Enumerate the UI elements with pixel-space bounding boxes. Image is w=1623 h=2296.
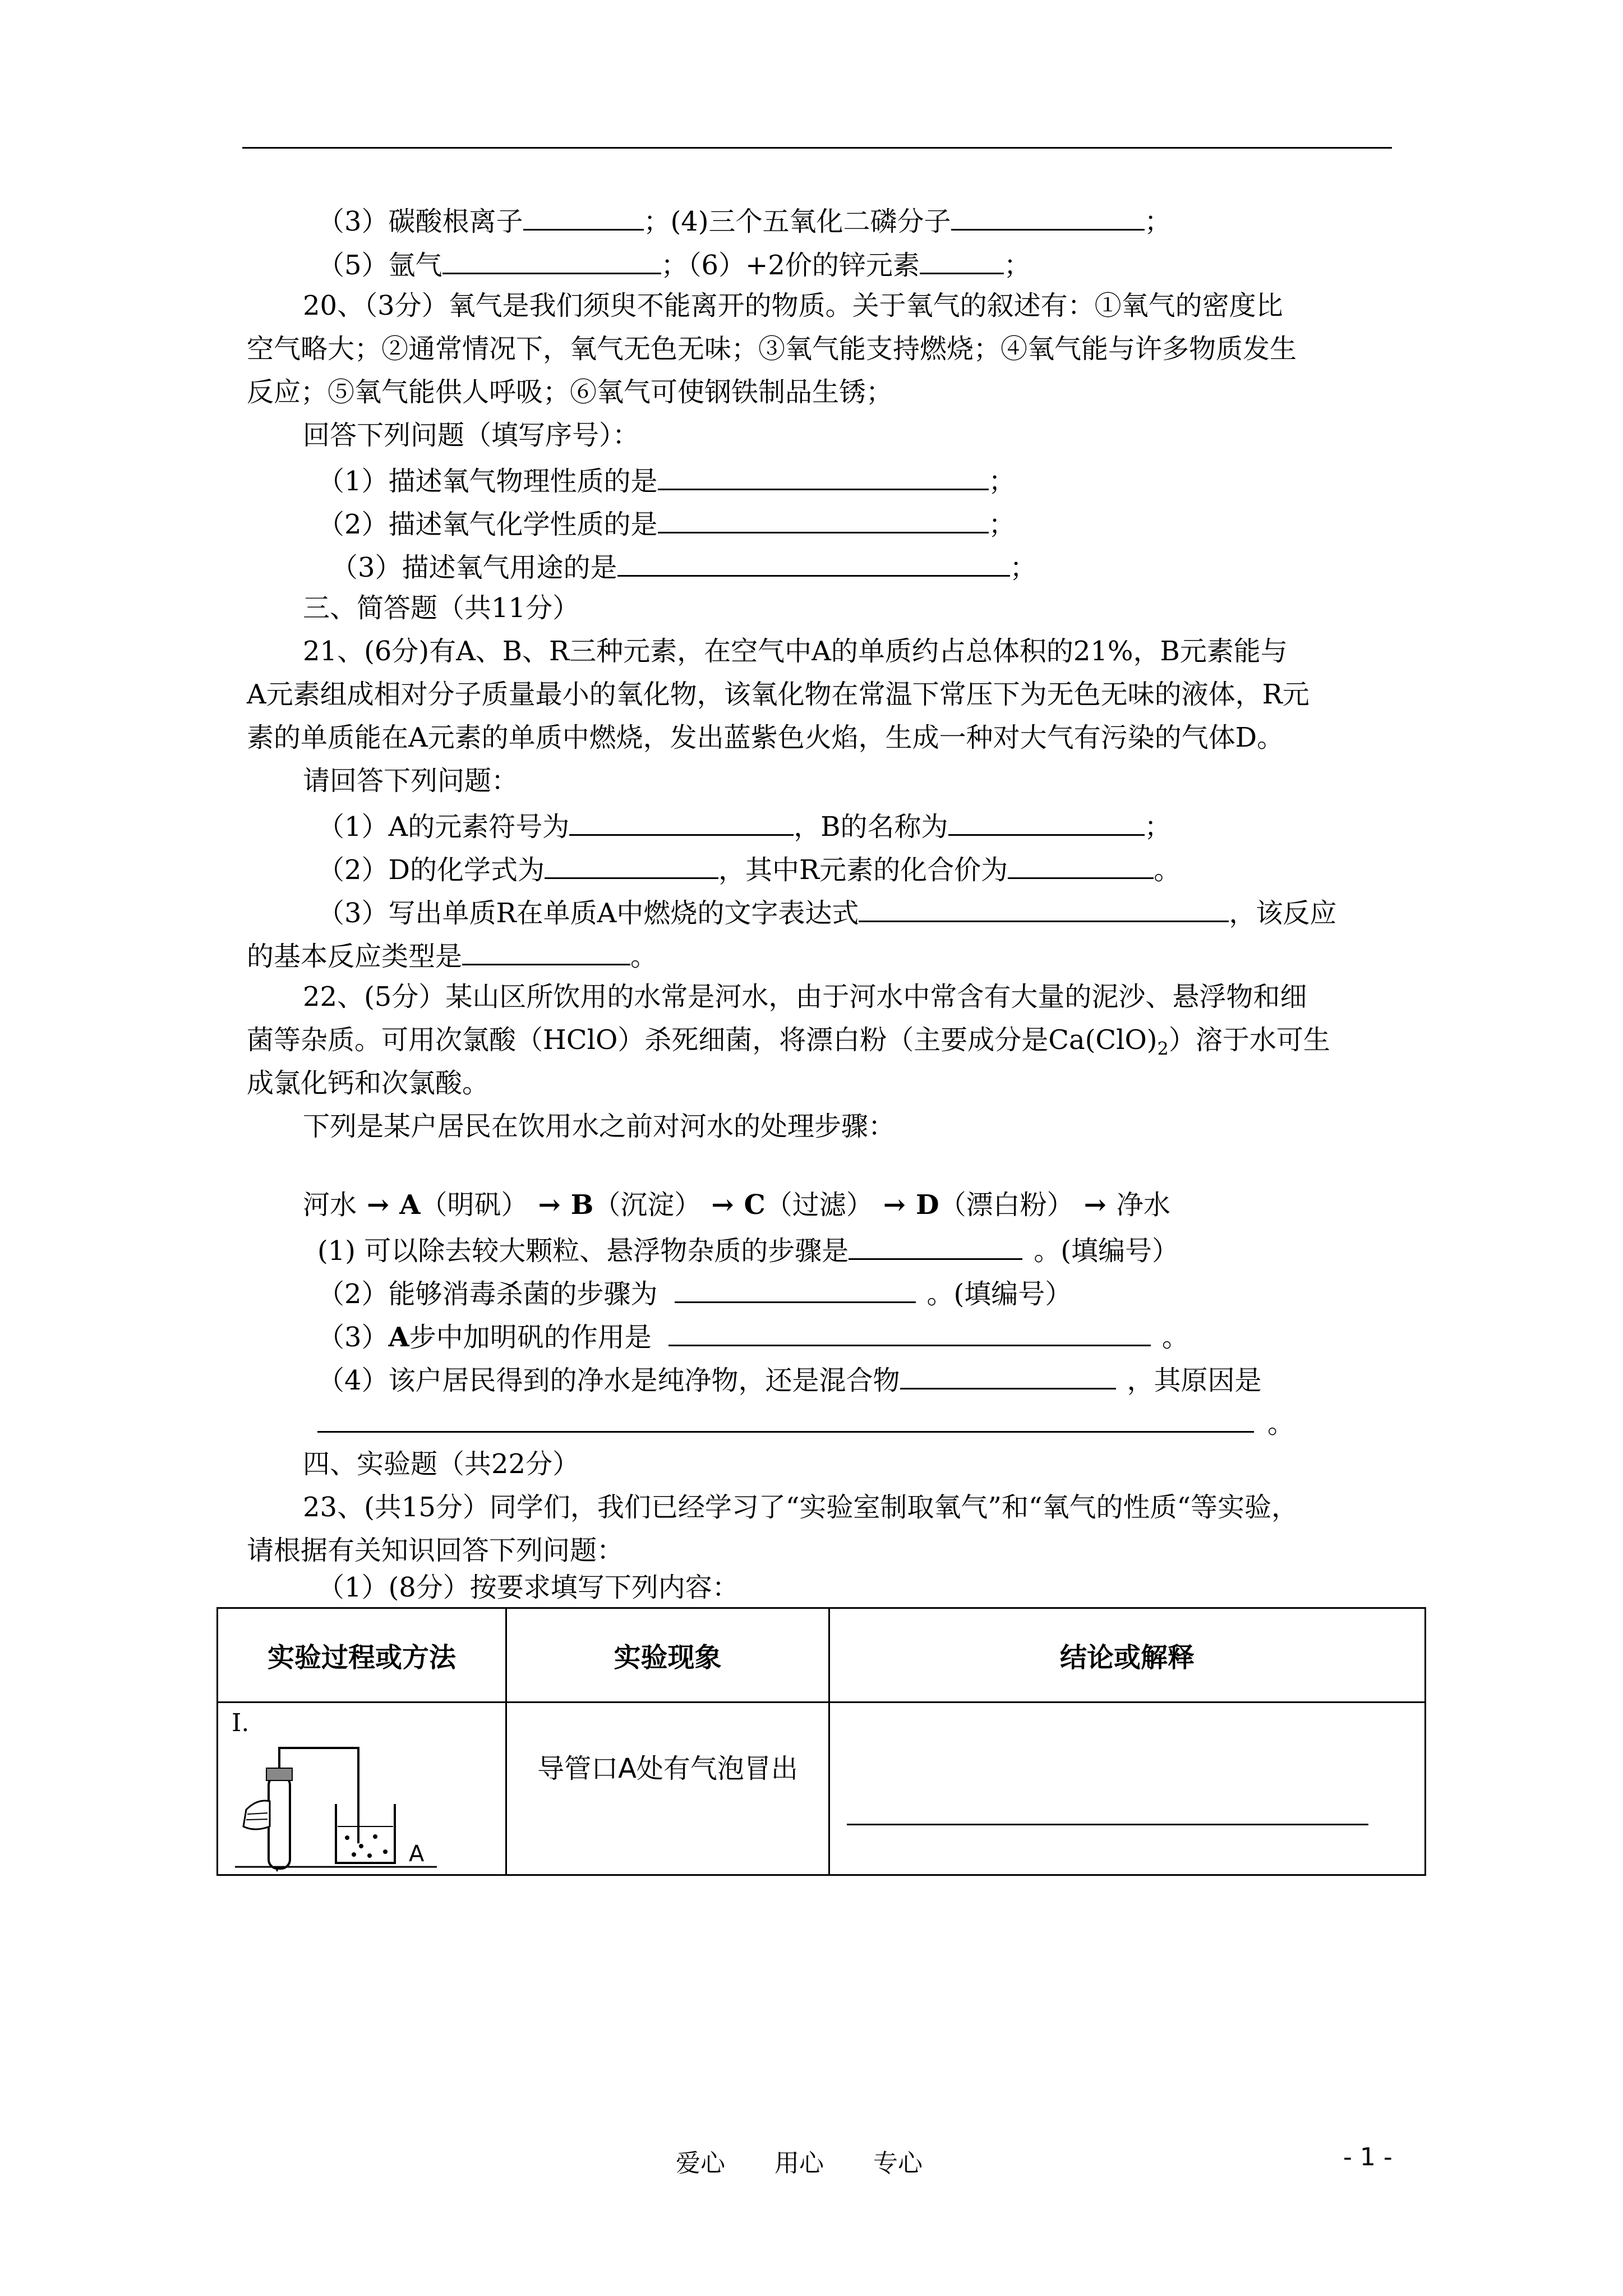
answer-blank[interactable]: [920, 246, 1004, 274]
answer-blank[interactable]: [849, 1231, 1022, 1260]
answer-blank[interactable]: [1008, 850, 1154, 879]
table-header: 实验过程或方法: [218, 1608, 506, 1703]
observation-text: 导管口A处有气泡冒出: [537, 1753, 798, 1784]
q22-stem-line: 成氯化钙和次氯酸。: [247, 1068, 490, 1099]
q20-item-2: （2）描述氧气化学性质的是 ；: [317, 505, 1016, 541]
q22-item-4-cont: 。: [317, 1404, 1294, 1441]
experiment-table: [216, 1607, 1426, 1876]
answer-blank[interactable]: [675, 1274, 916, 1303]
airtightness-apparatus-figure: [235, 1737, 459, 1871]
table-header: 实验现象: [506, 1608, 829, 1703]
q23-sub-1: （1）(8分）按要求填写下列内容：: [317, 1572, 739, 1603]
row-label: I.: [232, 1709, 250, 1737]
page-number: - 1 -: [1343, 2143, 1393, 2171]
answer-blank[interactable]: [658, 462, 989, 490]
q20-stem-line: 空气略大；②通常情况下，氧气无色无味；③氧气能支持燃烧；④氧气能与许多物质发生: [247, 333, 1297, 365]
arrow-icon: →: [1083, 1189, 1106, 1221]
q20-item-1: （1）描述氧气物理性质的是 ；: [317, 462, 1016, 498]
figure-label: A: [409, 1841, 425, 1867]
q21-stem-line: A元素组成相对分子质量最小的氧化物，该氧化物在常温下常压下为无色无味的液体，R元: [247, 679, 1310, 710]
conclusion-cell: [829, 1703, 1426, 1875]
answer-blank[interactable]: [317, 1404, 1254, 1433]
section-heading: 三、简答题（共11分）: [303, 592, 580, 624]
procedure-cell: [218, 1703, 506, 1875]
answer-blank[interactable]: [658, 505, 989, 533]
q20-stem-line: 20、（3分）氧气是我们须臾不能离开的物质。关于氧气的叙述有：①氧气的密度比: [303, 290, 1283, 321]
q19-line-2: （5）氩气 ；（6）+2价的锌元素 ；: [317, 246, 1031, 282]
q20-instruction: 回答下列问题（填写序号）：: [303, 420, 640, 451]
q21-instruction: 请回答下列问题：: [303, 765, 519, 797]
q22-item-1: (1) 可以除去较大颗粒、悬浮物杂质的步骤是 。(填编号）: [317, 1231, 1179, 1268]
observation-cell: [506, 1703, 829, 1875]
section-heading: 四、实验题（共22分）: [303, 1448, 580, 1480]
arrow-icon: →: [883, 1189, 906, 1221]
answer-blank[interactable]: [617, 548, 1010, 577]
answer-blank[interactable]: [900, 1361, 1116, 1389]
answer-blank[interactable]: [523, 202, 644, 231]
table-header: 结论或解释: [829, 1608, 1426, 1703]
q21-item-2: （2）D的化学式为 ，其中R元素的化合价为 。: [317, 850, 1181, 887]
answer-blank[interactable]: [569, 807, 794, 836]
q21-item-3: （3）写出单质R在单质A中燃烧的文字表达式 ，该反应: [317, 894, 1336, 930]
arrow-icon: →: [367, 1189, 390, 1221]
q22-instruction: 下列是某户居民在饮用水之前对河水的处理步骤：: [303, 1111, 896, 1142]
arrow-icon: →: [711, 1189, 734, 1221]
q22-item-4: （4）该户居民得到的净水是纯净物，还是混合物 ，其原因是: [317, 1361, 1262, 1397]
q20-item-3: （3）描述氧气用途的是 ；: [331, 548, 1037, 585]
q21-item-3-cont: 的基本反应类型是 。: [247, 937, 657, 973]
answer-blank[interactable]: [951, 202, 1145, 231]
q22-stem-line: 22、(5分）某山区所饮用的水常是河水，由于河水中常含有大量的泥沙、悬浮物和细: [303, 981, 1307, 1013]
q19-line-1: （3）碳酸根离子 ；(4)三个五氧化二磷分子 ；: [317, 202, 1172, 238]
q22-item-2: （2）能够消毒杀菌的步骤为 。(填编号）: [317, 1274, 1072, 1311]
treatment-flow: 河水 → A（明矾） → B（沉淀） → C（过滤） → D（漂白粉） → 净水: [303, 1189, 1170, 1221]
q21-item-1: （1）A的元素符号为 ，B的名称为 ；: [317, 807, 1172, 844]
footer-motto: 爱心 用心 专心: [676, 2149, 923, 2178]
q23-stem-line: 23、(共15分）同学们，我们已经学习了“实验室制取氧气”和“氧气的性质“等实验，: [303, 1492, 1299, 1523]
q21-stem-line: 素的单质能在A元素的单质中燃烧，发出蓝紫色火焰，生成一种对大气有污染的气体D。: [247, 722, 1284, 753]
answer-blank[interactable]: [462, 937, 630, 965]
answer-blank[interactable]: [948, 807, 1145, 836]
q21-stem-line: 21、(6分)有A、B、R三种元素，在空气中A的单质约占总体积的21%，B元素能与: [303, 636, 1288, 667]
answer-blank[interactable]: [545, 850, 718, 879]
q20-stem-line: 反应；⑤氧气能供人呼吸；⑥氧气可使钢铁制品生锈；: [247, 376, 893, 408]
answer-blank[interactable]: [859, 894, 1229, 922]
q22-item-3: （3）A步中加明矾的作用是 。: [317, 1318, 1189, 1354]
answer-blank[interactable]: [847, 1824, 1368, 1825]
q22-stem-line: 菌等杂质。可用次氯酸（HClO）杀死细菌，将漂白粉（主要成分是$Ca(ClO)_2$）溶于水可生: [247, 1024, 1330, 1060]
answer-blank[interactable]: [668, 1318, 1151, 1346]
header-rule: [242, 147, 1392, 149]
answer-blank[interactable]: [442, 246, 661, 274]
table-row: [218, 1703, 1426, 1875]
arrow-icon: →: [538, 1189, 561, 1221]
q23-stem-line: 请根据有关知识回答下列问题：: [247, 1535, 624, 1566]
